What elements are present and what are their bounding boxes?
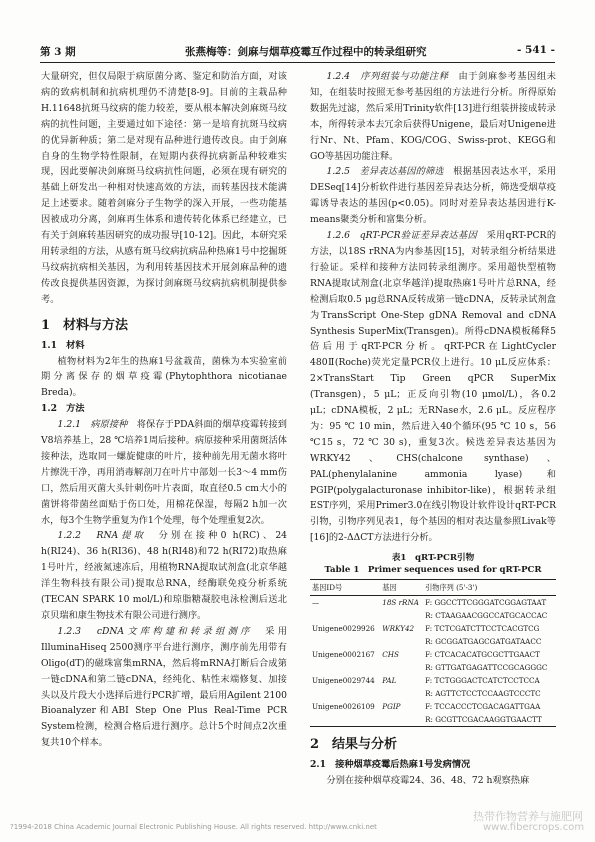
method-library-paragraph — [41, 624, 287, 751]
method-rna-text: 分别在接种0 h(RC)、24 h(RI24)、36 h(RI36)、48 h(RI48)和72 h(RI72)取热麻1号叶片，经液氮速冻后，用植物RNA提取试剂盒(北京华越洋生物科技有限公司)提取总RNA，经酶联免疫分析系统(TECAN SPARK 10 mol/L)和琼脂糖凝胶电泳检测后送北京贝瑞和康生物技术有限公司进行测序。 — [41, 530, 288, 621]
method-deg-text: 根据基因表达水平，采用DESeq[14]分析软件进行基因差异表达分析，筛选受烟草疫霉诱导表达的基因(p<0.05)。同时对差异表达基因进行K-means聚类分析和富集分析。 — [310, 166, 557, 226]
table-header-gene-id: 基因ID号 — [310, 580, 380, 596]
method-inoculation-text: 将保存于PDA斜面的烟草疫霉转接到V8培养基上，28 ℃培养1周后接种。病原接种采用菌斑活体接种法，选取同一螺旋健康的叶片，接种前先用无菌水将叶片擦洗干净，再用消毒解剖刀在叶片中部划一长3～4 mm伤口，然后用灭菌大头针刺伤叶片表面，取直径0.5 cm大小的菌饼将带菌丝面贴于伤口处，用棉花保湿，每隔2 h加一次水，每3个生物学重复为作1个处理，每个处理重复2次。 — [41, 419, 287, 526]
watermark-text: 热带作物营养与施肥网 — [473, 810, 583, 823]
table-row — [310, 596, 556, 610]
cell-gene — [380, 609, 423, 622]
subsection-heading-disease: 2.1 接种烟草疫霉后热麻1号发病情况 — [310, 759, 471, 771]
table-row — [310, 648, 556, 661]
table-row — [310, 661, 556, 674]
cell-gene — [380, 635, 423, 648]
section-heading-methods: 1 材料与方法 — [41, 317, 129, 333]
cell-gene-id: Unigene0029926 — [312, 624, 375, 634]
table-row — [310, 713, 556, 727]
table-row — [310, 700, 556, 713]
table-row — [310, 609, 556, 622]
cell-primer: F: TCTCGATCTTCCTCACGTCG — [425, 624, 540, 634]
table-caption-cn: 表1 qRT-PCR引物 — [391, 553, 475, 564]
cell-primer: R: CTAAGAACGGCCATGCACCAC — [425, 611, 548, 621]
cell-gene: 18S rRNA — [382, 598, 419, 608]
running-title: 张燕梅等：剑麻与烟草疫霉互作过程中的转录组研究 — [185, 46, 427, 58]
left-column — [41, 69, 287, 751]
table-row — [310, 622, 556, 635]
cell-gene-id: Unigene0002167 — [312, 650, 375, 660]
method-deg-heading: 1.2.5 差异表达基因的筛选 — [326, 166, 444, 178]
table-row — [310, 635, 556, 648]
right-column — [310, 69, 556, 789]
cell-primer: R: GCGGATGAGCGATGATAACC — [425, 637, 542, 647]
table-row — [310, 674, 556, 687]
running-header — [40, 42, 555, 63]
table-caption — [310, 552, 556, 576]
table-header-primer: 引物序列 (5'-3') — [423, 580, 556, 596]
cell-gene — [380, 687, 423, 700]
cell-gene: CHS — [382, 650, 399, 660]
cell-gene-id — [310, 635, 380, 648]
table-row — [310, 687, 556, 700]
intro-paragraph: 大量研究，但仅局限于病原菌分离、鉴定和防治方面，对该病的致病机制和抗病机理仍不清楚[8-9]。目前的主栽品种H.11648抗斑马纹病的能力较差，要从根本解决剑麻斑马纹病的抗性问题，主要通过如下途径：第一是培育抗斑马纹病的优异新种质；第二是对现有品种进行遗传改良。由于剑麻自身的生物学特性限制，在短期内获得抗病新品种较难实现，因此要解决剑麻斑马纹病抗性问题，必须在现有研究的基础上研发出一种相对快速高效的方法，而转基因技术能满足上述要求。随着剑麻分子生物学的深入开展，一些功能基因被成功分离，剑麻再生体系和遗传转化体系已经建立，已有关于剑麻转基因研究的成功报导[10-12]。因此，本研究采用转录组的方法，从感有斑马纹病抗病品种热麻1号中挖掘斑马纹病抗病相关基因，为利用转基因技术开展剑麻品种的遗传改良提供基因资源，为探讨剑麻斑马纹病抗病机制提供参考。 — [41, 71, 287, 305]
cell-gene-id: — — [312, 598, 320, 608]
cell-gene: PAL — [382, 676, 397, 686]
section-heading-results: 2 结果与分析 — [310, 737, 398, 753]
method-inoculation-heading: 1.2.1 病原接种 — [57, 419, 128, 431]
page-number: - 541 - — [517, 44, 555, 56]
cell-gene-id: Unigene0029744 — [312, 676, 375, 686]
method-library-text: 采用IlluminaHiseq 2500测序平台进行测序，测序前先用带有Oligo(dT)的磁珠富集mRNA，然后将mRNA打断后合成第一链cDNA和第二链cDNA，经纯化、粘性末端修复、加接头以及片段大小选择后进行PCR扩增，最后用Agilent 2100 Bioanalyzer和ABI Step One Plus Real-Time PCR System检测，检测合格后进行测序。总计5个时间点2次重复共10个样本。 — [41, 625, 288, 749]
method-assembly-paragraph — [310, 69, 556, 164]
cell-gene-id — [310, 687, 380, 700]
cell-gene-id — [310, 609, 380, 622]
method-rna-heading: 1.2.2 RNA提取 — [57, 530, 147, 542]
materials-paragraph: 植物材料为2年生的热麻1号盆栽苗，菌株为本实验室前期分离保存的烟草疫霉(Phytophthora nicotianae Breda)。 — [41, 355, 287, 399]
cell-gene-id: Unigene0026109 — [312, 702, 375, 712]
cell-primer: R: GCGTTCGACAAGGTGAACTT — [423, 713, 556, 727]
table-header-gene: 基因 — [380, 580, 423, 596]
method-deg-paragraph — [310, 164, 556, 228]
method-library-heading: 1.2.3 cDNA文库构建和转录组测序 — [57, 625, 253, 637]
method-qrtpcr-paragraph — [310, 228, 556, 546]
table-caption-en: Table 1 Primer sequences used for qRT-PCR — [324, 565, 542, 576]
cell-gene-id — [310, 661, 380, 674]
cell-primer: R: GTTGATGAGATTCCGCAGGGC — [425, 663, 548, 673]
method-inoculation-paragraph — [41, 417, 287, 528]
cell-primer: F: TCCACCCTCGACAGATTGAA — [425, 702, 541, 712]
cell-gene — [380, 661, 423, 674]
cell-gene: WRKY42 — [382, 624, 415, 634]
cell-gene: PGIP — [382, 702, 401, 712]
subsection-heading-methods: 1.2 方法 — [41, 403, 85, 415]
cell-primer: R: AGTTCTCCTCCAAGTCCCTC — [425, 689, 541, 699]
cell-primer: F: GGCCTTCGGGATCGGAGTAAT — [425, 598, 547, 608]
method-assembly-heading: 1.2.4 序列组装与功能注释 — [326, 71, 449, 82]
subsection-heading-materials: 1.1 材料 — [41, 339, 85, 351]
method-assembly-text: 由于剑麻参考基因组未知，在组装时按照无参考基因组的方法进行分析。所得原始数据先过滤，然后采用Trinity软件[13]进行组装拼接成转录本，所得转录本去冗余后获得Unigene，最后对Unigene进行Nr、Nt、Pfam、KOG/COG、Swiss-prot、KEGG和GO等基因功能注释。 — [310, 71, 556, 162]
results-paragraph: 分别在接种烟草疫霉24、36、48、72 h观察热麻 — [326, 775, 530, 787]
watermark-url: www.fibercrops.com — [483, 822, 585, 833]
method-qrtpcr-heading: 1.2.6 qRT-PCR验证差异表达基因 — [326, 230, 478, 242]
cell-primer: F: CTCACACATGCGCTTGAACT — [425, 650, 540, 660]
cell-gene — [380, 713, 423, 727]
primer-table — [310, 579, 556, 727]
method-qrtpcr-text: 采用qRT-PCR的方法，以18S rRNA为内参基因[15]，对转录组分析结果进行验证。采样和接种方法同转录组测序。采用超快型植物RNA提取试剂盒(北京华越洋)提取热麻1号叶片总RNA，经检测后取0.5 μg总RNA反转成第一链cDNA，反转录试剂盒为TransScript One-Step gDNA Removal and cDNA Synthesis SuperMix(Transgen)。所得cDNA模板稀释5倍后用于qRT-PCR分析。qRT-PCR在LightCycler 480Ⅱ(Roche)荧光定量PCR仪上进行。10 μL反应体系：2×TransStart Tip Green qPCR SuperMix (Transgen)，5 μL；正反向引物(10 μmol/L)，各0.2 μL；cDNA模板，2 μL；无RNase水，2.6 μL。反应程序为：95 ℃ 10 min，然后进入40个循环(95 ℃ 10 s，56 ℃15 s，72 ℃ 30 s)，重复3次。候选差异表达基因为WRKY42、CHS(chalcone synthase)、PAL(phenylalanine ammonia lyase)和PGIP(polygalacturonase inhibitor-like)，根据转录组EST序列，采用Primer3.0在线引物设计软件设计qRT-PCR引物，引物序列见表1，每个基因的相对表达量参照Livak等[16]的2-ΔΔCT方法进行分析。 — [310, 230, 556, 544]
cell-gene-id — [310, 713, 380, 727]
issue-number: 第 3 期 — [40, 46, 76, 58]
method-rna-paragraph — [41, 528, 287, 623]
copyright-footer: ?1994-2018 China Academic Journal Electronic Publishing House. All rights reserved. http://www.cnki.net — [10, 823, 377, 831]
cell-primer: F: TCTGGGACTCATCTCCTCCA — [425, 676, 540, 686]
